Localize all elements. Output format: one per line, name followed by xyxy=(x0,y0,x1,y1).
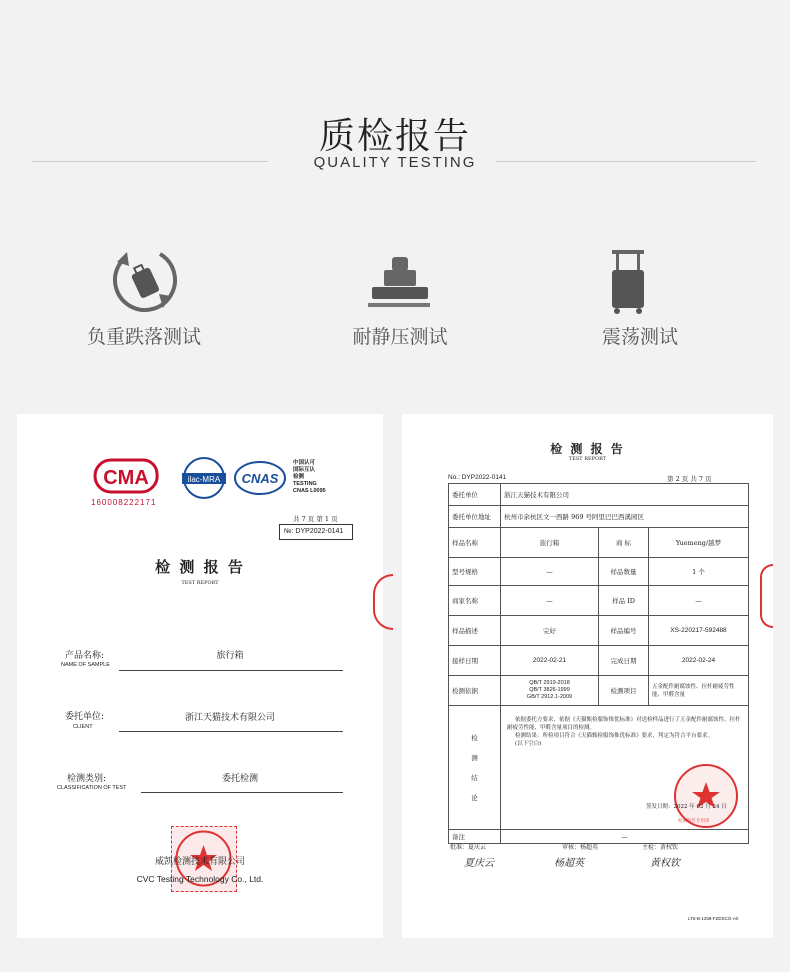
reviewer-signature: 杨超英 xyxy=(554,858,584,869)
report-title-en: TEST REPORT xyxy=(181,580,219,586)
cma-logo xyxy=(93,458,159,498)
table-row: 接样日期 2022-02-21 完成日期 2022-02-24 xyxy=(449,646,749,676)
table-row: 商家名称 — 样品 ID — xyxy=(449,586,749,616)
org-name-en: CVC Testing Technology Co., Ltd. xyxy=(136,874,264,884)
table-row: 备注 — xyxy=(449,830,749,844)
table-row: 委托单位地址 杭州市余杭区文一西路 969 号阿里巴巴西溪园区 xyxy=(449,506,749,528)
footer-code: LT6-B-1258-FZDSCG-A0 xyxy=(688,916,739,921)
sample-name-label-en: NAME OF SAMPLE xyxy=(61,662,110,668)
report-cover-page xyxy=(17,414,383,938)
svg-text:ilac-MRA: ilac-MRA xyxy=(187,475,221,484)
detail-title: 检 测 报 告 xyxy=(550,442,625,456)
field-underline xyxy=(141,792,343,793)
report-number: DYP2022-0141 xyxy=(295,528,344,535)
stamp-label: 检测报告专用章 xyxy=(678,819,710,824)
field-underline xyxy=(119,731,343,732)
report-title: 检 测 报 告 xyxy=(155,558,245,576)
table-row: 样品名称 旅行箱 商 标 Yuemeng/越梦 xyxy=(449,528,749,558)
sample-name-value: 旅行箱 xyxy=(216,651,244,661)
test-type-label: 检测类别: xyxy=(67,774,107,784)
svg-text:CMA: CMA xyxy=(103,467,149,489)
detail-page-info: 第 2 页 共 7 页 xyxy=(667,475,712,483)
reviewer-label: 审核：杨超英 xyxy=(562,844,599,851)
ilac-mra-logo xyxy=(179,456,229,504)
checker-label: 主检：黄权钦 xyxy=(642,844,679,851)
detail-title-en: TEST REPORT xyxy=(568,456,607,462)
test-label-drop: 负重跌落测试 xyxy=(86,326,201,348)
client-value: 浙江天猫技术有限公司 xyxy=(184,713,275,723)
page-info: 共 7 页 第 1 页 xyxy=(293,515,338,523)
page-title: 质检报告 xyxy=(318,116,471,157)
table-row: 检测依据 QB/T 2919-2018 QB/T 3826-1999 GB/T 2912.1-2009 检测项目 五金配件耐腐蚀性、拉杆耐疲劳性能、甲醛含量 xyxy=(449,676,749,706)
test-label-pressure: 耐静压测试 xyxy=(352,326,448,348)
report-detail-page xyxy=(402,414,773,938)
client-label-en: CLIENT xyxy=(73,724,93,730)
org-name-cn: 威凯检测技术有限公司 xyxy=(154,857,245,867)
cnas-text: 中国认可 国际互认 检测 TESTING CNAS L0095 xyxy=(293,460,326,494)
luggage-drop-icon xyxy=(105,240,215,330)
table-row: 检 测 结 论 依据委托方要求，依据《天猫甄检服饰推优标准》对送检样品进行了五金配件耐腐蚀性、拉杆耐疲劳性能、甲醛含量项目的检测。 检测结果：所检项目符合《天猫甄检服饰推优标准》要求，判定为符合平台要求。 (以下空白) xyxy=(449,706,749,830)
detail-report-number: No.: DYP2022-0141 xyxy=(448,474,507,481)
table-row: 样品描述 完好 样品编号 XS-220217-592488 xyxy=(449,616,749,646)
client-label: 委托单位: xyxy=(65,712,105,722)
checker-signature: 黄权钦 xyxy=(650,858,680,869)
cma-number: 160008222171 xyxy=(91,498,157,507)
test-label-shake: 震荡测试 xyxy=(601,326,678,348)
field-underline xyxy=(119,670,343,671)
edge-stamp-fragment xyxy=(760,564,773,628)
approver-signature: 夏庆云 xyxy=(464,858,494,869)
test-type-label-en: CLASSIFICATION OF TEST xyxy=(57,785,127,791)
table-row: 委托单位 浙江天猫技术有限公司 xyxy=(449,484,749,506)
report-number-box: №: DYP2022-0141 xyxy=(279,524,353,540)
issue-date: 签发日期：2022 年 02 月 24 日 xyxy=(646,804,727,810)
table-row: 型号规格 — 样品数量 1 个 xyxy=(449,558,749,586)
page-subtitle: QUALITY TESTING xyxy=(313,154,477,171)
svg-text:CNAS: CNAS xyxy=(241,471,279,486)
cnas-logo xyxy=(233,460,287,500)
sample-name-label: 产品名称: xyxy=(65,651,105,661)
test-type-value: 委托检测 xyxy=(221,774,258,784)
edge-stamp-fragment xyxy=(373,574,393,630)
approver-label: 批准：夏庆云 xyxy=(450,844,487,851)
